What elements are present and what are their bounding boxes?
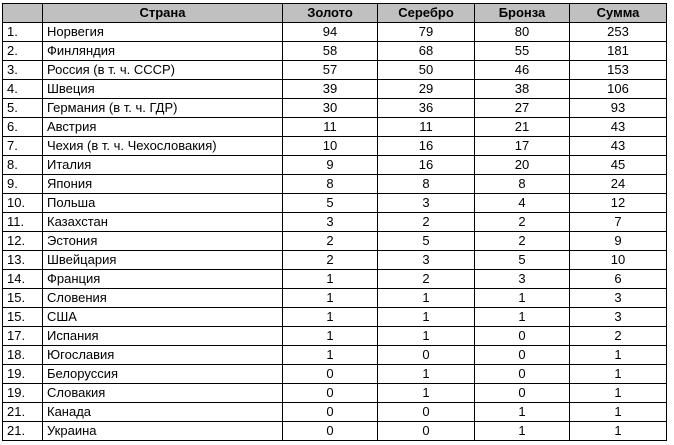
bronze-cell: 46 (475, 61, 570, 80)
gold-cell: 1 (283, 346, 378, 365)
silver-cell: 0 (378, 346, 475, 365)
gold-cell: 1 (283, 270, 378, 289)
rank-cell: 7. (3, 137, 43, 156)
total-cell: 1 (570, 422, 667, 441)
bronze-cell: 1 (475, 422, 570, 441)
total-cell: 6 (570, 270, 667, 289)
total-cell: 181 (570, 42, 667, 61)
rank-cell: 8. (3, 156, 43, 175)
rank-cell: 15. (3, 289, 43, 308)
silver-cell: 1 (378, 384, 475, 403)
bronze-cell: 21 (475, 118, 570, 137)
header-bronze: Бронза (475, 4, 570, 23)
rank-cell: 4. (3, 80, 43, 99)
table-row (3, 175, 667, 194)
silver-cell: 16 (378, 137, 475, 156)
rank-cell: 19. (3, 384, 43, 403)
table-row (3, 251, 667, 270)
country-cell: Словения (43, 289, 283, 308)
silver-cell: 0 (378, 403, 475, 422)
total-cell: 1 (570, 346, 667, 365)
bronze-cell: 1 (475, 308, 570, 327)
silver-cell: 0 (378, 422, 475, 441)
country-cell: Германия (в т. ч. ГДР) (43, 99, 283, 118)
total-cell: 3 (570, 289, 667, 308)
table-row (3, 137, 667, 156)
country-cell: Япония (43, 175, 283, 194)
table-row (3, 23, 667, 42)
silver-cell: 1 (378, 308, 475, 327)
country-cell: Норвегия (43, 23, 283, 42)
rank-cell: 14. (3, 270, 43, 289)
bronze-cell: 0 (475, 365, 570, 384)
bronze-cell: 0 (475, 346, 570, 365)
rank-cell: 21. (3, 403, 43, 422)
country-cell: США (43, 308, 283, 327)
header-silver: Серебро (378, 4, 475, 23)
table-row (3, 289, 667, 308)
gold-cell: 57 (283, 61, 378, 80)
table-row (3, 194, 667, 213)
gold-cell: 30 (283, 99, 378, 118)
total-cell: 93 (570, 99, 667, 118)
header-row (3, 4, 667, 23)
country-cell: Словакия (43, 384, 283, 403)
bronze-cell: 17 (475, 137, 570, 156)
gold-cell: 8 (283, 175, 378, 194)
total-cell: 12 (570, 194, 667, 213)
country-cell: Финляндия (43, 42, 283, 61)
total-cell: 24 (570, 175, 667, 194)
rank-cell: 15. (3, 308, 43, 327)
total-cell: 43 (570, 118, 667, 137)
total-cell: 106 (570, 80, 667, 99)
silver-cell: 1 (378, 327, 475, 346)
total-cell: 2 (570, 327, 667, 346)
total-cell: 1 (570, 384, 667, 403)
silver-cell: 3 (378, 251, 475, 270)
country-cell: Казахстан (43, 213, 283, 232)
header-total: Сумма (570, 4, 667, 23)
gold-cell: 0 (283, 403, 378, 422)
table-row (3, 422, 667, 441)
country-cell: Югославия (43, 346, 283, 365)
gold-cell: 1 (283, 327, 378, 346)
table-row (3, 80, 667, 99)
total-cell: 7 (570, 213, 667, 232)
table-row (3, 270, 667, 289)
silver-cell: 2 (378, 213, 475, 232)
gold-cell: 1 (283, 289, 378, 308)
silver-cell: 29 (378, 80, 475, 99)
header-gold: Золото (283, 4, 378, 23)
table-row (3, 156, 667, 175)
bronze-cell: 1 (475, 403, 570, 422)
gold-cell: 2 (283, 232, 378, 251)
table-row (3, 61, 667, 80)
table-row (3, 403, 667, 422)
header-country: Страна (43, 4, 283, 23)
bronze-cell: 1 (475, 289, 570, 308)
bronze-cell: 55 (475, 42, 570, 61)
country-cell: Канада (43, 403, 283, 422)
gold-cell: 2 (283, 251, 378, 270)
bronze-cell: 80 (475, 23, 570, 42)
gold-cell: 5 (283, 194, 378, 213)
bronze-cell: 8 (475, 175, 570, 194)
total-cell: 1 (570, 403, 667, 422)
gold-cell: 1 (283, 308, 378, 327)
country-cell: Украина (43, 422, 283, 441)
rank-cell: 1. (3, 23, 43, 42)
country-cell: Швеция (43, 80, 283, 99)
bronze-cell: 3 (475, 270, 570, 289)
gold-cell: 58 (283, 42, 378, 61)
country-cell: Испания (43, 327, 283, 346)
table-row (3, 232, 667, 251)
total-cell: 9 (570, 232, 667, 251)
bronze-cell: 4 (475, 194, 570, 213)
table-body (3, 23, 667, 441)
rank-cell: 17. (3, 327, 43, 346)
silver-cell: 79 (378, 23, 475, 42)
gold-cell: 10 (283, 137, 378, 156)
gold-cell: 0 (283, 365, 378, 384)
silver-cell: 8 (378, 175, 475, 194)
rank-cell: 9. (3, 175, 43, 194)
table-row (3, 346, 667, 365)
gold-cell: 3 (283, 213, 378, 232)
silver-cell: 1 (378, 289, 475, 308)
silver-cell: 68 (378, 42, 475, 61)
total-cell: 1 (570, 365, 667, 384)
rank-cell: 2. (3, 42, 43, 61)
gold-cell: 39 (283, 80, 378, 99)
table-row (3, 118, 667, 137)
total-cell: 153 (570, 61, 667, 80)
bronze-cell: 2 (475, 213, 570, 232)
total-cell: 10 (570, 251, 667, 270)
table-row (3, 42, 667, 61)
gold-cell: 9 (283, 156, 378, 175)
table-row (3, 308, 667, 327)
rank-cell: 6. (3, 118, 43, 137)
table-row (3, 213, 667, 232)
table-row (3, 384, 667, 403)
silver-cell: 50 (378, 61, 475, 80)
country-cell: Россия (в т. ч. СССР) (43, 61, 283, 80)
bronze-cell: 27 (475, 99, 570, 118)
bronze-cell: 5 (475, 251, 570, 270)
country-cell: Белоруссия (43, 365, 283, 384)
table-row (3, 99, 667, 118)
total-cell: 3 (570, 308, 667, 327)
rank-cell: 3. (3, 61, 43, 80)
silver-cell: 1 (378, 365, 475, 384)
silver-cell: 36 (378, 99, 475, 118)
country-cell: Австрия (43, 118, 283, 137)
rank-cell: 18. (3, 346, 43, 365)
bronze-cell: 20 (475, 156, 570, 175)
bronze-cell: 0 (475, 384, 570, 403)
silver-cell: 5 (378, 232, 475, 251)
gold-cell: 0 (283, 384, 378, 403)
total-cell: 253 (570, 23, 667, 42)
rank-cell: 12. (3, 232, 43, 251)
header-rank (3, 4, 43, 23)
bronze-cell: 0 (475, 327, 570, 346)
table-row (3, 365, 667, 384)
total-cell: 45 (570, 156, 667, 175)
rank-cell: 21. (3, 422, 43, 441)
gold-cell: 11 (283, 118, 378, 137)
bronze-cell: 2 (475, 232, 570, 251)
country-cell: Польша (43, 194, 283, 213)
silver-cell: 3 (378, 194, 475, 213)
silver-cell: 11 (378, 118, 475, 137)
table-row (3, 327, 667, 346)
silver-cell: 16 (378, 156, 475, 175)
rank-cell: 5. (3, 99, 43, 118)
bronze-cell: 38 (475, 80, 570, 99)
country-cell: Франция (43, 270, 283, 289)
rank-cell: 10. (3, 194, 43, 213)
country-cell: Эстония (43, 232, 283, 251)
medal-table (2, 3, 667, 441)
silver-cell: 2 (378, 270, 475, 289)
rank-cell: 19. (3, 365, 43, 384)
country-cell: Италия (43, 156, 283, 175)
total-cell: 43 (570, 137, 667, 156)
gold-cell: 94 (283, 23, 378, 42)
country-cell: Швейцария (43, 251, 283, 270)
country-cell: Чехия (в т. ч. Чехословакия) (43, 137, 283, 156)
gold-cell: 0 (283, 422, 378, 441)
rank-cell: 11. (3, 213, 43, 232)
rank-cell: 13. (3, 251, 43, 270)
